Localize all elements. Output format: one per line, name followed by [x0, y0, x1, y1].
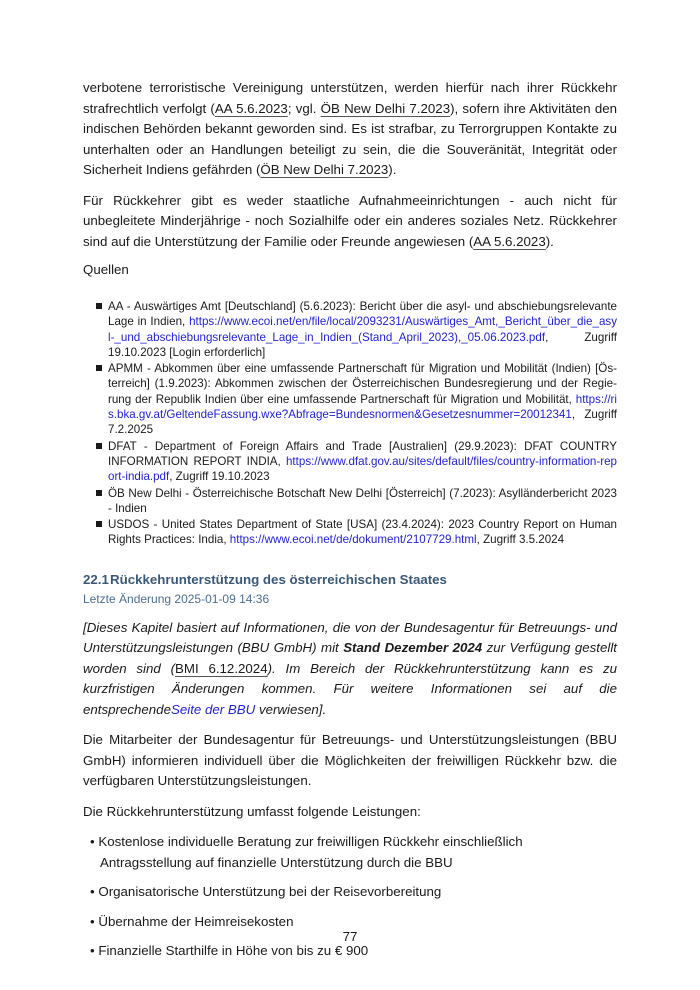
citation-aa-2023[interactable]: AA 5.6.2023 [214, 100, 288, 116]
bbu-page-link[interactable]: Seite der BBU [170, 701, 256, 717]
source-item: APMM - Abkommen über eine umfassende Partnerschaft für Migration und Mobilität (Indien) [Österreich] (1.9.2023): Abkommen zwischen der Österreichischen Bundesregierung und der Regierung der Republik Indien über eine umfassende Partnerschaft für Migration und Mobilität, https://ris.bka.gv.at/GeltendeFassung.wxe?Abfrage=Bundesnormen&Gesetzesnummer=20012341, Zugriff 7.2.2025 [96, 361, 617, 437]
benefit-item: • Übernahme der Heimreisekosten [90, 912, 617, 933]
document-page [83, 78, 617, 971]
source-link[interactable]: https://www.ecoi.net/de/dokument/2107729.html [229, 533, 477, 547]
source-item: USDOS - United States Department of State [USA] (23.4.2024): 2023 Country Report on Human Rights Practices: India, https://www.ecoi.net/de/dokument/2107729.html, Zugriff 3.5.2024 [96, 517, 617, 548]
citation-aa-2023[interactable]: AA 5.6.2023 [473, 233, 546, 249]
sources-label: Quellen [83, 262, 129, 277]
last-modified: Letzte Änderung 2025-01-09 14:36 [83, 591, 270, 606]
section-number: 22.1 [83, 571, 109, 587]
source-link[interactable]: https://www.dfat.gov.au/sites/default/files/country-information-report-india.pdf [108, 454, 617, 484]
citation-ob-new-delhi[interactable]: ÖB New Delhi 7.2023 [320, 100, 451, 116]
section-paragraph-1: Die Mitarbeiter der Bundesagentur für Betreuungs- und Unterstützungsleistungen (BBU GmbH) informieren individuell über die Möglichkeiten der freiwilligen Rückkehr bzw. die verfügbaren Unterstützungsleistungen. [83, 732, 617, 789]
citation-bmi-2024[interactable]: BMI 6.12.2024 [175, 660, 268, 676]
benefit-item: • Finanzielle Starthilfe in Höhe von bis zu € 900 [90, 941, 617, 962]
benefit-item: • Kostenlose individuelle Beratung zur freiwilligen Rückkehr einschließlich Antragsstellung auf finanzielle Unterstützung durch die BBU [90, 832, 617, 873]
source-item: ÖB New Delhi - Österreichische Botschaft New Delhi [Österreich] (7.2023): Asylländerbericht 2023 - Indien [96, 486, 617, 517]
intro-paragraph-1: verbotene terroristische Vereinigung unterstützen, werden hierfür nach ihrer Rückkehr strafrechtlich verfolgt (AA 5.6.2023; vgl. ÖB New Delhi 7.2023), sofern ihre Aktivitäten den indischen Behörden bekannt geworden sind. Es ist strafbar, zu Terrorgruppen Kontakte zu unterhalten oder an Handlungen beteiligt zu sein, die die Souveränität, Integrität oder Sicherheit Indiens gefährden (ÖB New Delhi 7.2023). [83, 80, 617, 177]
page-number: 77 [342, 929, 358, 944]
section-paragraph-2: Die Rückkehrunterstützung umfasst folgende Leistungen: [83, 803, 421, 819]
intro-paragraph-2: Für Rückkehrer gibt es weder staatliche Aufnahmeeinrichtungen - auch nicht für unbegleitete Minderjährige - noch Sozialhilfe oder ein anderes soziales Netz. Rückkehrer sind auf die Unterstützung der Familie oder Freunde angewiesen (AA 5.6.2023). [83, 192, 617, 249]
section-heading [83, 572, 617, 587]
section-title: Rückkehrunterstützung des österreichischen Staates [110, 571, 447, 587]
source-item: DFAT - Department of Foreign Affairs and Trade [Australien] (29.9.2023): DFAT COUNTRY INFORMATION REPORT INDIA, https://www.dfat.gov.au/sites/default/files/country-information-report-india.pdf, Zugriff 19.10.2023 [96, 439, 617, 485]
source-link[interactable]: https://ris.bka.gv.at/GeltendeFassung.wxe?Abfrage=Bundesnormen&Gesetzesnummer=20012341 [108, 392, 617, 422]
source-item: AA - Auswärtiges Amt [Deutschland] (5.6.2023): Bericht über die asyl- und abschiebungsrelevante Lage in Indien, https://www.ecoi.net/en/file/local/2093231/Auswärtiges_Amt,_Bericht_über_die_asyl-_und_abschiebungsrelevante_Lage_in_Indien_(Stand_April_2023),_05.06.2023.pdf, Zugriff 19.10.2023 [Login erforderlich] [96, 299, 617, 360]
note-bold-date: Stand Dezember 2024 [343, 640, 483, 656]
source-link[interactable]: https://www.ecoi.net/en/file/local/2093231/Auswärtiges_Amt,_Bericht_über_die_asyl-_und_abschiebungsrelevante_Lage_in_Indien_(Stand_April_2023),_05.06.2023.pdf [108, 315, 617, 344]
citation-ob-new-delhi[interactable]: ÖB New Delhi 7.2023 [260, 162, 389, 177]
sources-list [83, 299, 617, 548]
section-note: [Dieses Kapitel basiert auf Informationen, die von der Bundesagentur für Betreuungs- und Unterstützungsleistungen (BBU GmbH) mit Stand Dezember 2024 zur Verfügung gestellt worden sind (BMI 6.12.2024). Im Bereich der Rückkehrunterstützung kann es zu kurzfristigen Änderungen kommen. Für weitere Informationen sei auf die entsprechendeSeite der BBU verwiesen]. [83, 619, 617, 717]
benefit-item: • Organisatorische Unterstützung bei der Reisevorbereitung [90, 882, 617, 903]
